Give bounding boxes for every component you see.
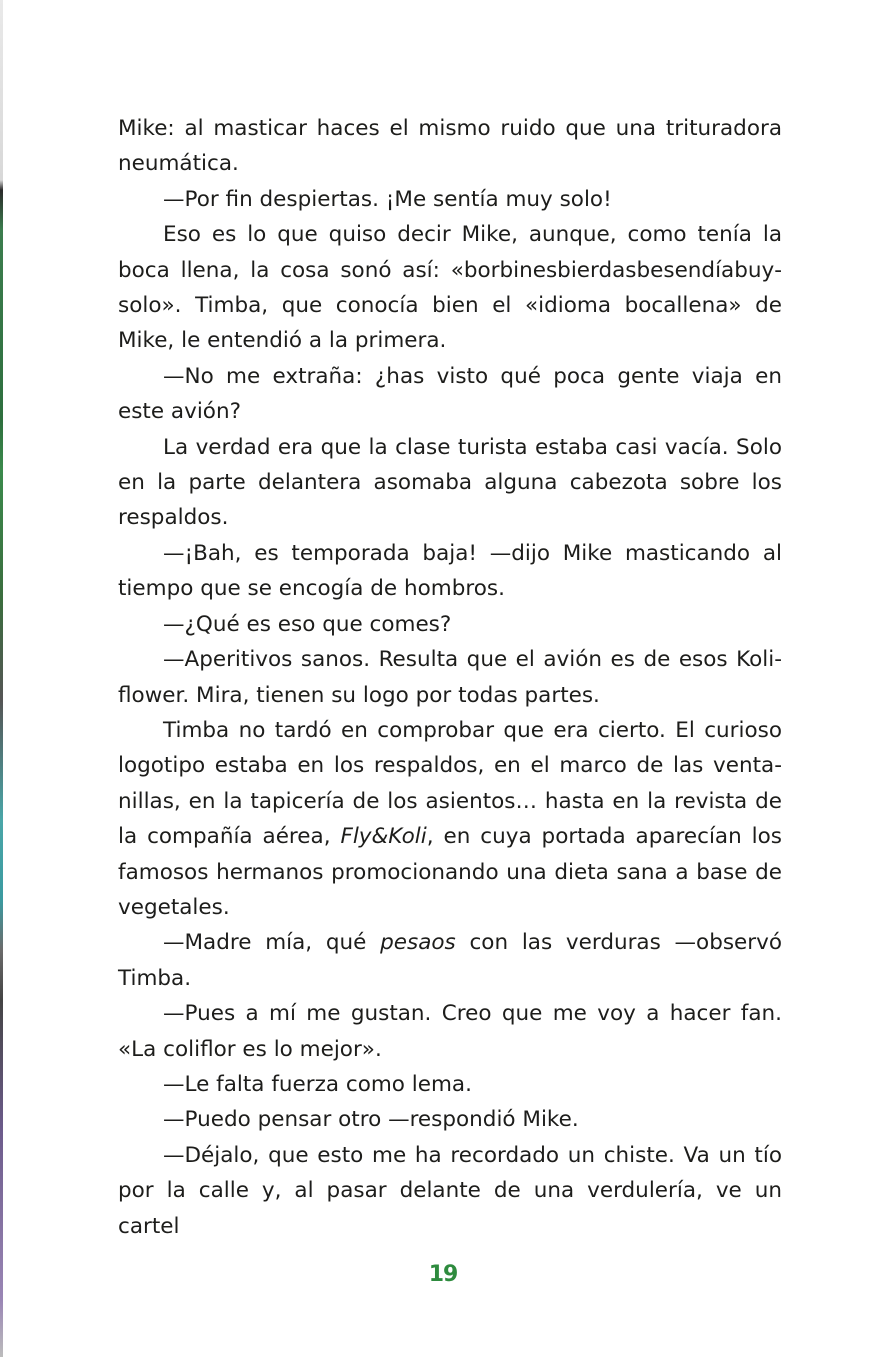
paragraph: [118, 536, 782, 607]
paragraph: [118, 111, 782, 182]
paragraph: [118, 996, 782, 1067]
paragraph: [118, 1102, 782, 1137]
text-run: —Madre mía, qué: [163, 930, 381, 956]
page-number: 19: [428, 1262, 458, 1287]
paragraph: [118, 1138, 782, 1244]
text-run: Mike: al masticar haces el mismo ruido que una trituradora neumática.: [118, 116, 782, 177]
text-run: —Puedo pensar otro —respondió Mike.: [163, 1107, 579, 1133]
text-run: —Por fin despiertas. ¡Me sentía muy solo!: [163, 186, 612, 212]
paragraph: [118, 359, 782, 430]
body-text: [118, 111, 782, 1244]
text-run: —Déjalo, que esto me ha recordado un chiste. Va un tío por la calle y, al pasar delante de una verdulería, ve un cartel: [118, 1142, 782, 1239]
text-run: —¿Qué es eso que comes?: [163, 611, 452, 637]
paragraph: [118, 607, 782, 642]
paragraph: [118, 217, 782, 359]
text-run: Timba no tardó en comprobar que era cierto. El curioso logotipo estaba en los respaldos, en el marco de las ventanillas, en la tapicería de los asientos… hasta en la revista de la compañía aérea,: [118, 717, 782, 850]
paragraph: [118, 925, 782, 996]
text-run: —Aperitivos sanos. Resulta que el avión es de esos Koliflower. Mira, tienen su logo por todas partes.: [118, 647, 782, 708]
text-run: Eso es lo que quiso decir Mike, aunque, como tenía la boca llena, la cosa sonó así: «borbinesbierdasbesendíabuysolo». Timba, que conocía bien el «idioma bocallena» de Mike, le entendió a la primera.: [118, 222, 782, 354]
paragraph: [118, 713, 782, 925]
paragraph: [118, 182, 782, 217]
paragraph: [118, 430, 782, 536]
text-run: —Pues a mí me gustan. Creo que me voy a hacer fan. «La coliflor es lo mejor».: [118, 1001, 782, 1062]
text-run: —No me extraña: ¿has visto qué poca gente viaja en este avión?: [118, 363, 782, 425]
text-run: —Le falta fuerza como lema.: [163, 1071, 472, 1097]
paragraph: [118, 642, 782, 713]
text-run: con las verduras —observó Timba.: [118, 930, 782, 991]
text-run: La verdad era que la clase turista estaba casi vacía. Solo en la parte delantera asomaba alguna cabezota sobre los respaldos.: [118, 434, 782, 531]
paragraph: [118, 1067, 782, 1102]
italic-text: pesaos: [380, 930, 456, 956]
text-run: —¡Bah, es temporada baja! —dijo Mike masticando al tiempo que se encogía de hombros.: [118, 540, 782, 602]
adjacent-page-edge: [0, 0, 3, 1357]
text-run: , en cuya portada aparecían los famosos hermanos promocionando una dieta sana a base de vegetales.: [118, 824, 782, 920]
italic-text: Fly&Koli: [340, 824, 427, 850]
